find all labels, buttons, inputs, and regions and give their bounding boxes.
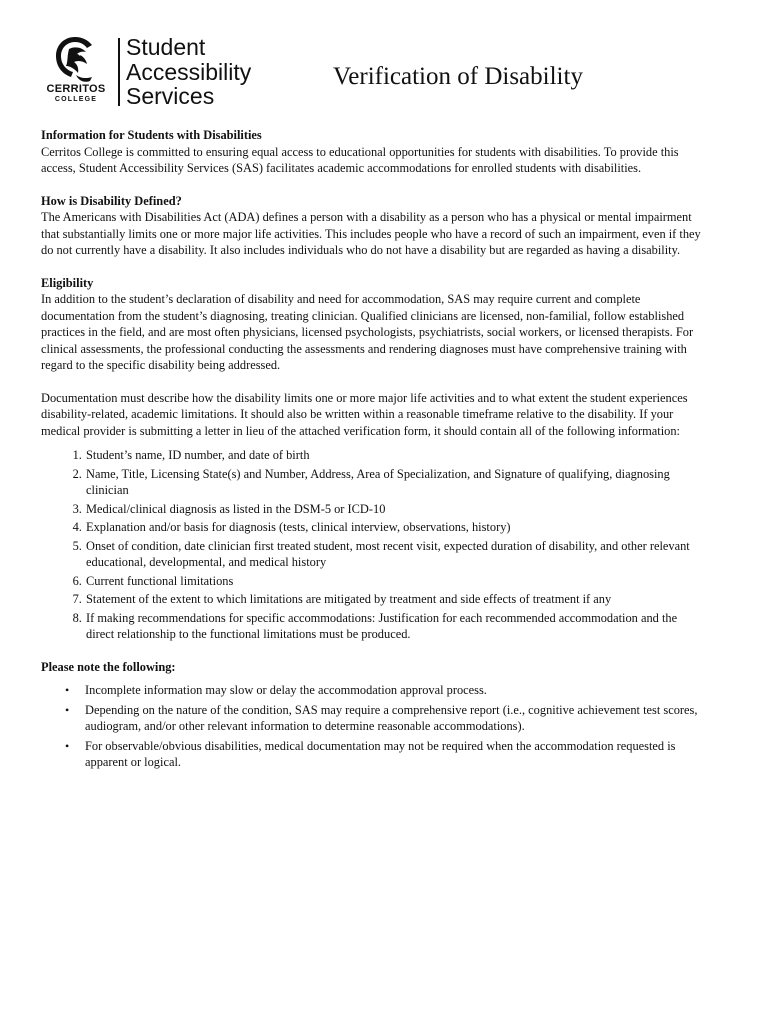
documentation-paragraph: Documentation must describe how the disability limits one or more major life activities and to what extent the student experiences disability-related, academic limitations. It should also be written within a reasonable timeframe relative to the disability. If your medical provider is submitting a letter in lieu of the attached verification form, it should contain all of the following information: bbox=[41, 390, 688, 438]
college-sub: COLLEGE bbox=[54, 96, 98, 103]
info-heading: Information for Students with Disabilities bbox=[41, 128, 262, 142]
list-item: 5. Onset of condition, date clinician first treated student, most recent visit, expected duration of disability, and other relevant educational, developmental, and medical history bbox=[85, 538, 701, 571]
list-item: 6. Current functional limitations bbox=[85, 573, 701, 590]
list-item: 2. Name, Title, Licensing State(s) and Number, Address, Area of Specialization, and Signature of qualifying, diagnosing clinician bbox=[85, 466, 701, 499]
department-line: Services bbox=[126, 83, 215, 109]
list-item bbox=[65, 738, 701, 771]
logo-divider bbox=[118, 38, 120, 106]
list-item: 7. Statement of the extent to which limitations are mitigated by treatment and side effects of treatment if any bbox=[85, 591, 701, 608]
document-title: Verification of Disability bbox=[333, 63, 583, 90]
definition-heading: How is Disability Defined? bbox=[41, 193, 182, 208]
department-name bbox=[126, 35, 251, 109]
info-paragraph: Cerritos College is committed to ensuring equal access to educational opportunities for students with disabilities. To provide this access, Student Accessibility Services (SAS) facilitates academic accommodations for enrolled students with disabilities. bbox=[41, 144, 679, 175]
eligibility-paragraph: In addition to the student’s declaration of disability and need for accommodation, SAS may require current and complete documentation from the student’s diagnosing, treating clinician. Qualified clinicians are licensed, non-familial, follow established practices in the field, and are most often physicians, licensed psychologists, psychiatrists, social workers, or licensed therapists. For clinical assessments, the professional conducting the assessments and rendering diagnoses must have comprehensive training with regard to the specific disability being addressed. bbox=[41, 292, 694, 372]
list-item: 1. Student’s name, ID number, and date of birth bbox=[85, 447, 701, 464]
department-line: Student bbox=[126, 34, 206, 60]
note-text: Depending on the nature of the condition, SAS may require a comprehensive report (i.e., cognitive achievement test scores, audiogram, and/or other relevant information to determine reasonable accommodations). bbox=[85, 702, 698, 733]
college-name: CERRITOS bbox=[46, 83, 106, 95]
notes-heading: Please note the following: bbox=[41, 659, 176, 674]
requirements-list bbox=[41, 447, 701, 643]
falcon-icon bbox=[52, 35, 98, 83]
eligibility-heading: Eligibility bbox=[41, 275, 94, 290]
document-body bbox=[41, 127, 701, 774]
definition-paragraph: The Americans with Disabilities Act (ADA) defines a person with a disability as a person who has a physical or mental impairment that substantially limits one or more major life activities. This includes people who have a record of such an impairment, even if they do not currently have a disability. It also includes individuals who do not have a disability but are regarded as having a disability. bbox=[41, 210, 701, 257]
list-item bbox=[65, 702, 701, 735]
note-text: For observable/obvious disabilities, medical documentation may not be required when the accommodation requested is apparent or logical. bbox=[85, 738, 676, 769]
list-item: 3. Medical/clinical diagnosis as listed in the DSM-5 or ICD-10 bbox=[85, 501, 701, 518]
list-item: 4. Explanation and/or basis for diagnosis (tests, clinical interview, observations, history) bbox=[85, 519, 701, 536]
notes-list bbox=[41, 682, 701, 771]
note-text: Incomplete information may slow or delay the accommodation approval process. bbox=[85, 683, 487, 697]
cerritos-sas-logo bbox=[38, 35, 278, 107]
bullet-icon: • bbox=[65, 738, 70, 753]
department-line: Accessibility bbox=[126, 58, 252, 85]
bullet-icon: • bbox=[65, 683, 70, 697]
bullet-icon: • bbox=[65, 702, 70, 717]
list-item bbox=[65, 682, 701, 699]
list-item: 8. If making recommendations for specific accommodations: Justification for each recommended accommodation and the direct relationship to the functional limitations must be produced. bbox=[85, 610, 701, 643]
